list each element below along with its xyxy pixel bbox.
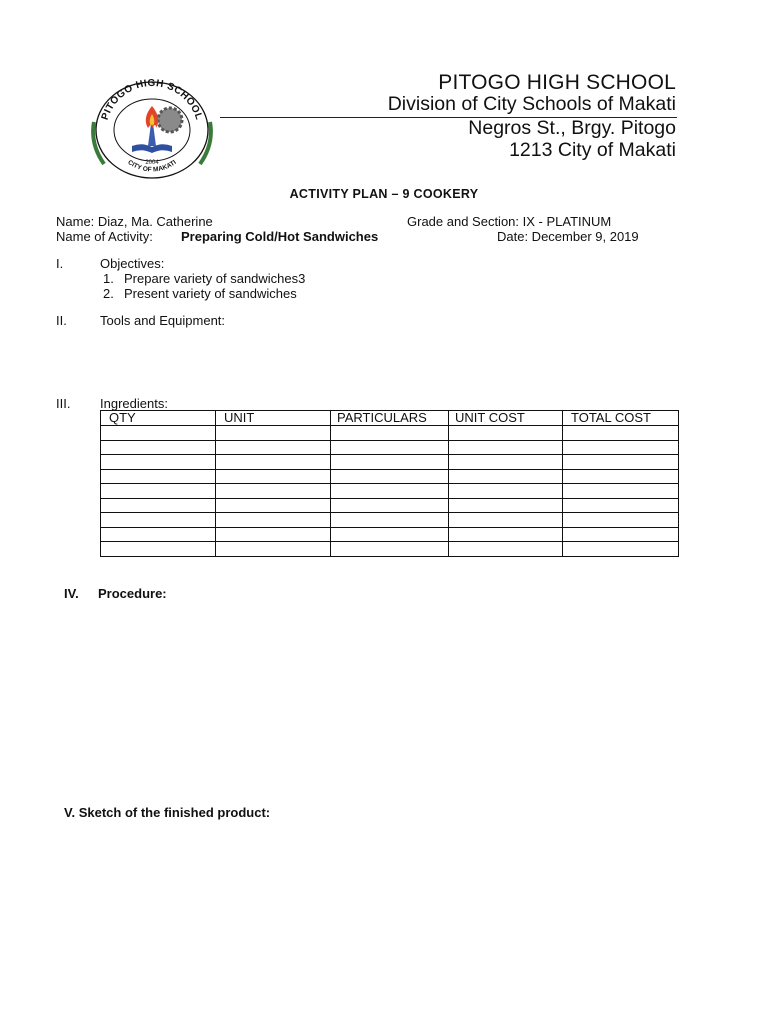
table-cell (216, 498, 331, 513)
table-row (101, 455, 679, 470)
column-header-unit-cost: UNIT COST (449, 411, 563, 426)
table-cell (449, 440, 563, 455)
school-logo (86, 72, 224, 182)
table-cell (331, 426, 449, 441)
procedure-numeral: IV. (64, 586, 79, 601)
table-cell (101, 469, 216, 484)
table-cell (216, 426, 331, 441)
table-cell (331, 542, 449, 557)
procedure-heading: Procedure: (98, 586, 167, 601)
table-cell (449, 455, 563, 470)
objective-item: Prepare variety of sandwiches3 (124, 271, 306, 286)
ingredients-table (100, 410, 679, 557)
school-city: 1213 City of Makati (509, 139, 676, 161)
table-cell (216, 513, 331, 528)
table-cell (331, 440, 449, 455)
table-cell (331, 513, 449, 528)
table-cell (101, 527, 216, 542)
tools-heading: Tools and Equipment: (100, 313, 226, 328)
table-cell (563, 513, 679, 528)
svg-text:CITY OF MAKATI: CITY OF MAKATI (126, 159, 178, 174)
svg-text:PITOGO HIGH SCHOOL: PITOGO HIGH SCHOOL (99, 77, 205, 122)
table-cell (449, 469, 563, 484)
table-cell (101, 426, 216, 441)
table-header-row (101, 411, 679, 426)
table-row (101, 542, 679, 557)
school-address: Negros St., Brgy. Pitogo (468, 117, 676, 139)
objectives-numeral: I. (56, 256, 64, 271)
table-cell (563, 455, 679, 470)
table-cell (216, 484, 331, 499)
table-cell (216, 469, 331, 484)
table-cell (331, 484, 449, 499)
column-header-total-cost: TOTAL COST (563, 411, 679, 426)
table-cell (563, 440, 679, 455)
document-title: ACTIVITY PLAN – 9 COOKERY (289, 187, 479, 201)
table-cell (101, 498, 216, 513)
table-cell (449, 513, 563, 528)
table-cell (563, 426, 679, 441)
activity-name-label: Name of Activity: (56, 229, 153, 244)
table-cell (331, 469, 449, 484)
table-row (101, 498, 679, 513)
column-header-particulars: PARTICULARS (331, 411, 449, 426)
table-cell (449, 542, 563, 557)
table-cell (101, 513, 216, 528)
table-cell (331, 498, 449, 513)
activity-date: Date: December 9, 2019 (497, 229, 639, 244)
table-cell (216, 527, 331, 542)
table-cell (449, 426, 563, 441)
table-cell (216, 440, 331, 455)
column-header-unit: UNIT (216, 411, 331, 426)
table-cell (101, 484, 216, 499)
table-row (101, 527, 679, 542)
table-cell (331, 455, 449, 470)
sketch-heading: V. Sketch of the finished product: (64, 805, 271, 820)
table-row (101, 484, 679, 499)
table-row (101, 426, 679, 441)
objective-item: Present variety of sandwiches (124, 286, 297, 301)
ingredients-numeral: III. (56, 396, 71, 411)
table-cell (563, 527, 679, 542)
table-cell (216, 542, 331, 557)
svg-text:2004: 2004 (145, 160, 159, 166)
table-cell (449, 484, 563, 499)
table-cell (101, 542, 216, 557)
ingredients-heading: Ingredients: (100, 396, 168, 411)
objectives-heading: Objectives: (100, 256, 165, 271)
table-cell (101, 440, 216, 455)
table-cell (563, 484, 679, 499)
table-row (101, 440, 679, 455)
table-cell (449, 527, 563, 542)
table-cell (449, 498, 563, 513)
table-cell (331, 527, 449, 542)
column-header-qty: QTY (101, 411, 216, 426)
grade-section: Grade and Section: IX - PLATINUM (407, 214, 612, 229)
table-cell (563, 469, 679, 484)
division-name: Division of City Schools of Makati (387, 93, 676, 115)
table-cell (563, 498, 679, 513)
table-cell (101, 455, 216, 470)
table-row (101, 513, 679, 528)
school-seal-icon (86, 72, 224, 182)
tools-numeral: II. (56, 313, 67, 328)
table-row (101, 469, 679, 484)
objective-number: 2. (103, 286, 114, 301)
table-cell (216, 455, 331, 470)
activity-name-value: Preparing Cold/Hot Sandwiches (181, 229, 379, 244)
school-name: PITOGO HIGH SCHOOL (438, 71, 676, 94)
table-cell (563, 542, 679, 557)
objective-number: 1. (103, 271, 114, 286)
student-name: Name: Diaz, Ma. Catherine (56, 214, 213, 229)
